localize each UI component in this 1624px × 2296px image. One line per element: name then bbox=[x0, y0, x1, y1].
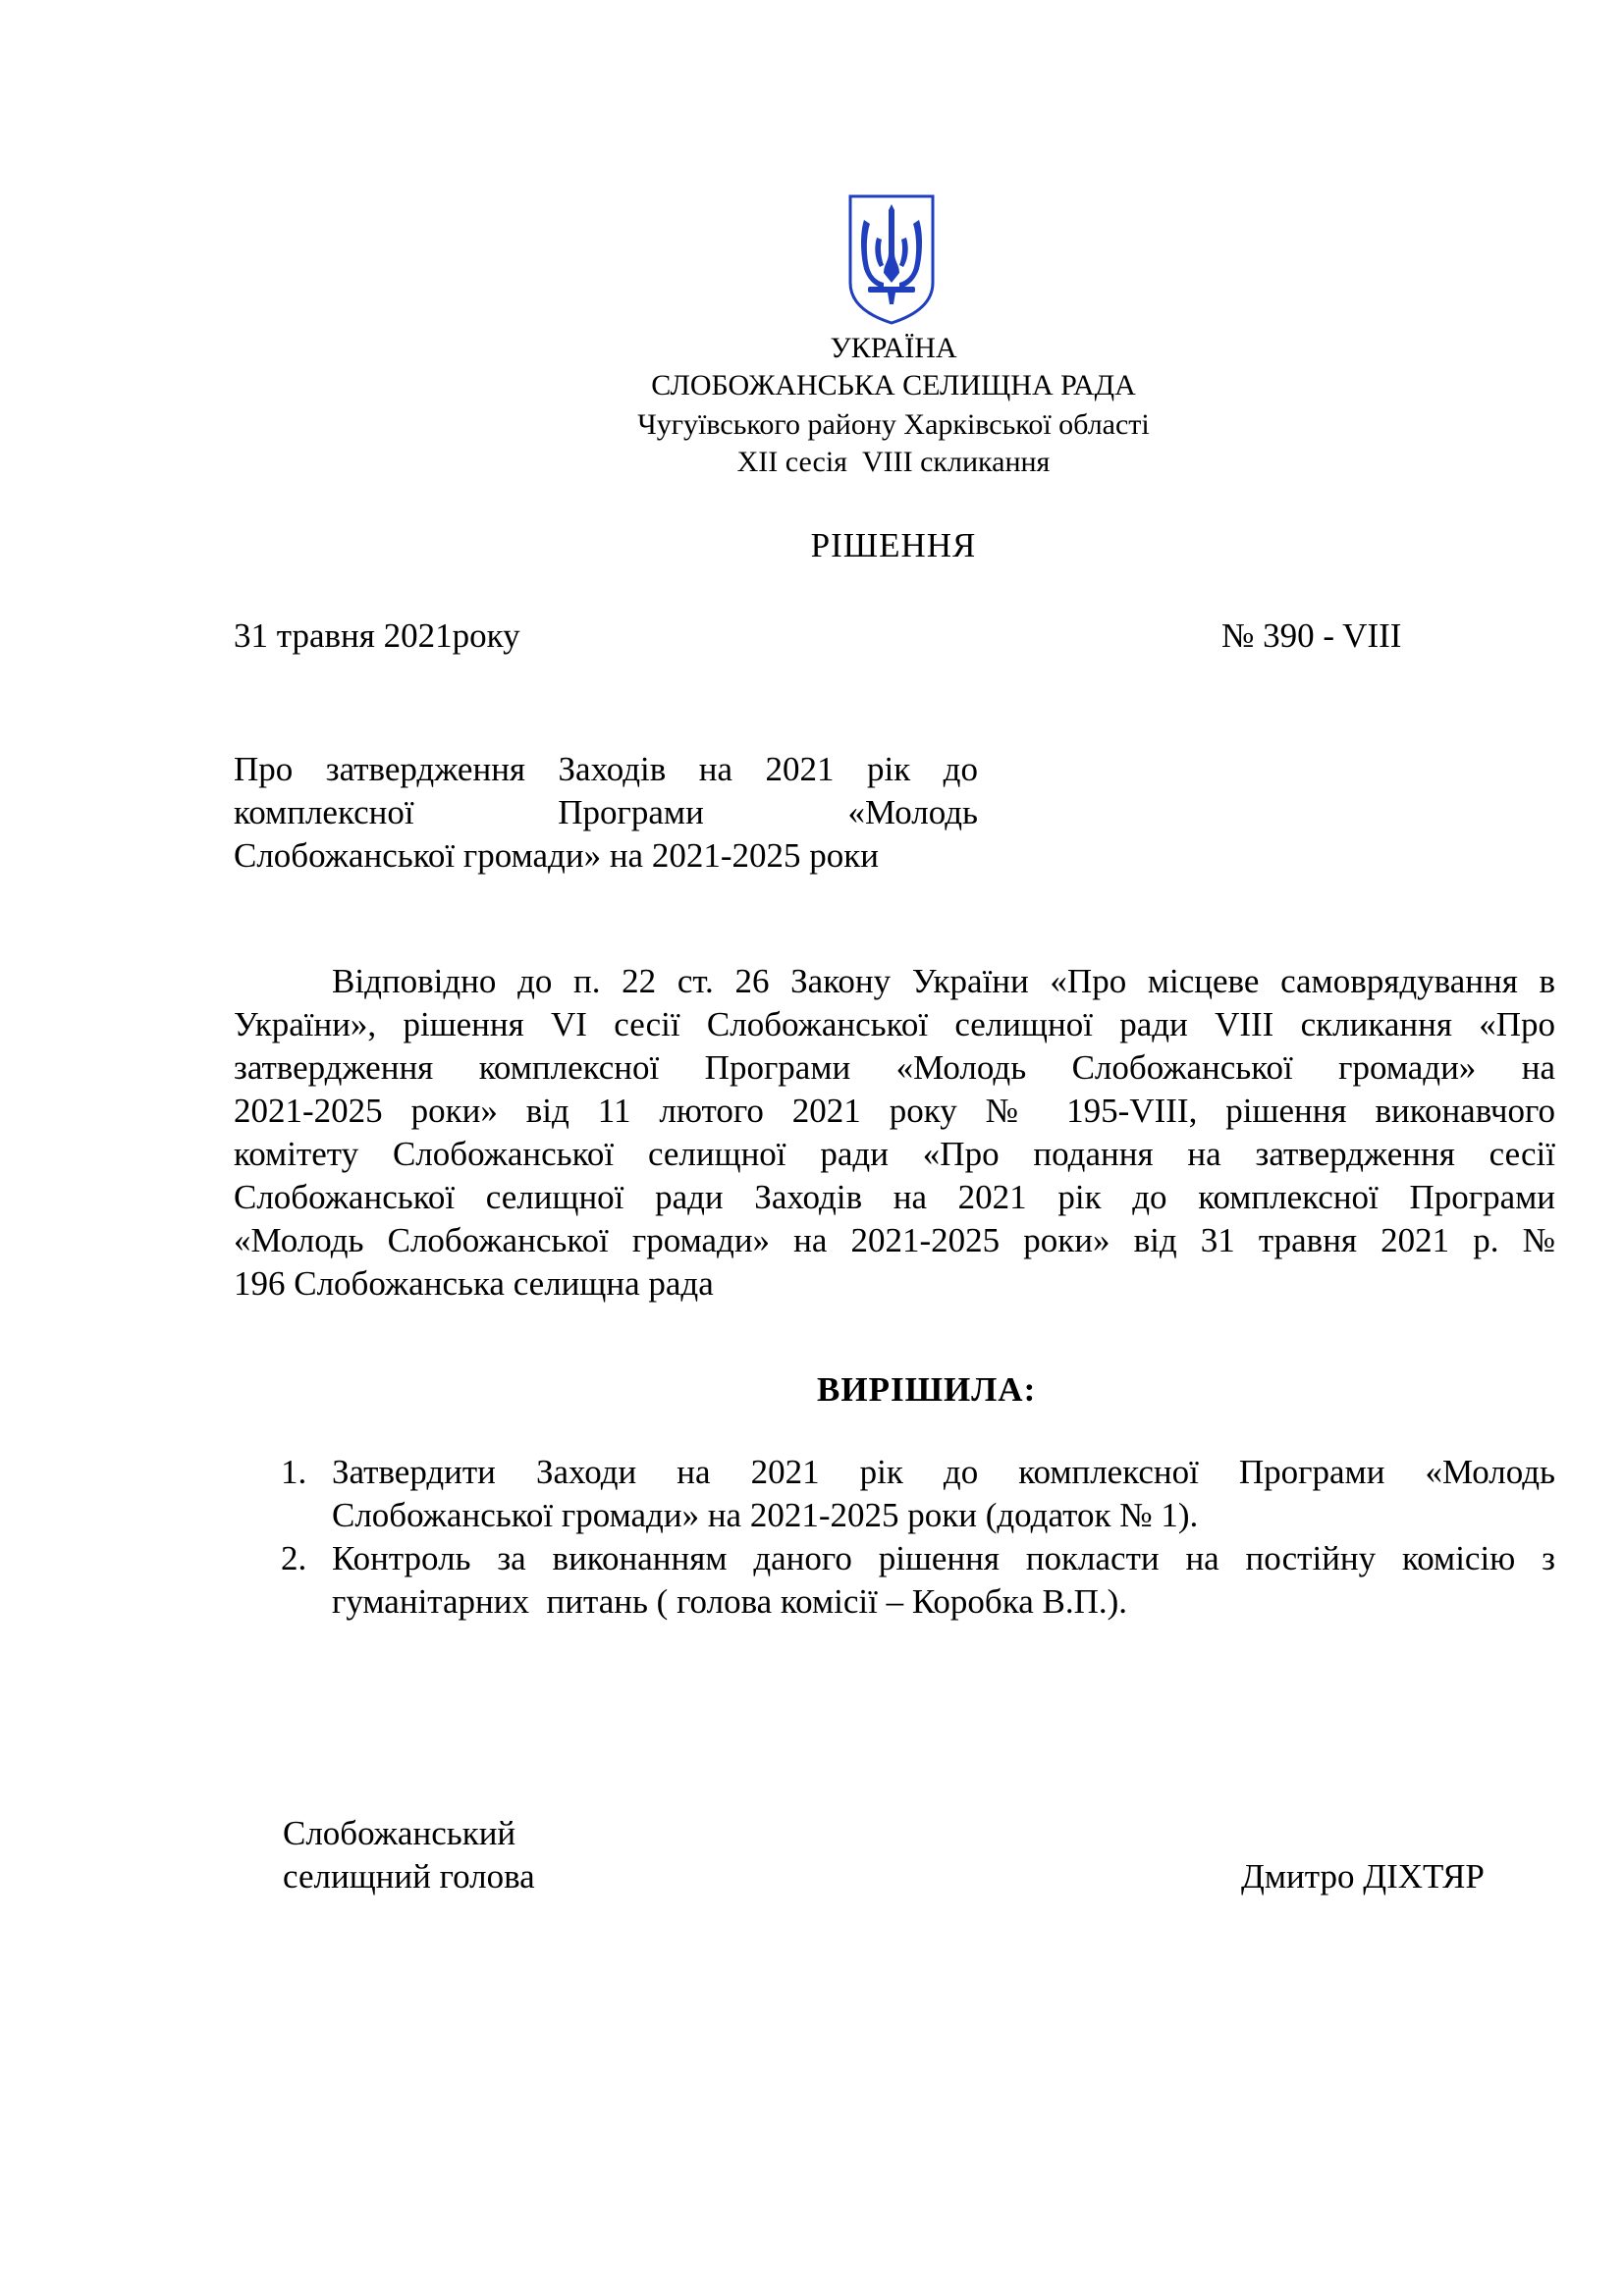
signature-name: Дмитро ДІХТЯР bbox=[1241, 1857, 1485, 1896]
signature-position-line1: Слобожанський bbox=[283, 1814, 516, 1852]
preamble-line: затвердження комплексної Програми «Молодь Слобожанської громади» на bbox=[234, 1048, 1555, 1087]
list-item-number: 2. bbox=[281, 1539, 307, 1577]
preamble-line: 2021-2025 роки» від 11 лютого 2021 року № 195-VIII, рішення виконавчого bbox=[234, 1092, 1555, 1130]
preamble-line: Слобожанської селищної ради Заходів на 2021 рік до комплексної Програми bbox=[234, 1178, 1555, 1216]
list-item-line: Слобожанської громади» на 2021-2025 роки (додаток № 1). bbox=[332, 1496, 1199, 1534]
subject-line: Про затвердження Заходів на 2021 рік до bbox=[234, 750, 978, 788]
list-item-line: Затвердити Заходи на 2021 рік до комплексної Програми «Молодь bbox=[332, 1453, 1555, 1491]
list-item-line: Контроль за виконанням даного рішення покласти на постійну комісію з bbox=[332, 1539, 1555, 1577]
trident-emblem-icon bbox=[844, 192, 939, 326]
document-subject bbox=[234, 748, 978, 878]
preamble-line: комітету Слобожанської селищної ради «Про подання на затвердження сесії bbox=[234, 1135, 1555, 1173]
list-item-line: гуманітарних питань ( голова комісії – Коробка В.П.). bbox=[332, 1582, 1128, 1621]
resolution-list bbox=[281, 1451, 1555, 1624]
preamble-line: 196 Слобожанська селищна рада bbox=[234, 1264, 714, 1303]
signature-position-line2: селищний голова bbox=[283, 1857, 535, 1896]
resolved-heading: ВИРІШИЛА: bbox=[817, 1370, 1037, 1409]
preamble-line: України», рішення VI сесії Слобожанської селищної ради VIII скликання «Про bbox=[234, 1005, 1555, 1043]
header-session: XII сесія VIII скликання bbox=[736, 446, 1051, 478]
preamble-line: Відповідно до п. 22 ст. 26 Закону України «Про місцеве самоврядування в bbox=[332, 962, 1555, 1000]
preamble-line: «Молодь Слобожанської громади» на 2021-2025 роки» від 31 травня 2021 р. № bbox=[234, 1221, 1555, 1259]
list-item bbox=[281, 1537, 1555, 1624]
header-country: УКРАЇНА bbox=[830, 332, 957, 364]
subject-line: комплексної Програми «Молодь bbox=[234, 793, 978, 831]
document-type-title: РІШЕННЯ bbox=[810, 526, 977, 564]
header-district: Чугуївського району Харківської області bbox=[637, 408, 1150, 441]
preamble-paragraph bbox=[234, 960, 1555, 1306]
list-item bbox=[281, 1451, 1555, 1537]
header-council: СЛОБОЖАНСЬКА СЕЛИЩНА РАДА bbox=[651, 369, 1136, 401]
subject-line: Слобожанської громади» на 2021-2025 роки bbox=[234, 836, 879, 875]
document-number: № 390 - VIII bbox=[1221, 616, 1402, 655]
list-item-number: 1. bbox=[281, 1453, 307, 1491]
document-date: 31 травня 2021року bbox=[234, 616, 520, 655]
